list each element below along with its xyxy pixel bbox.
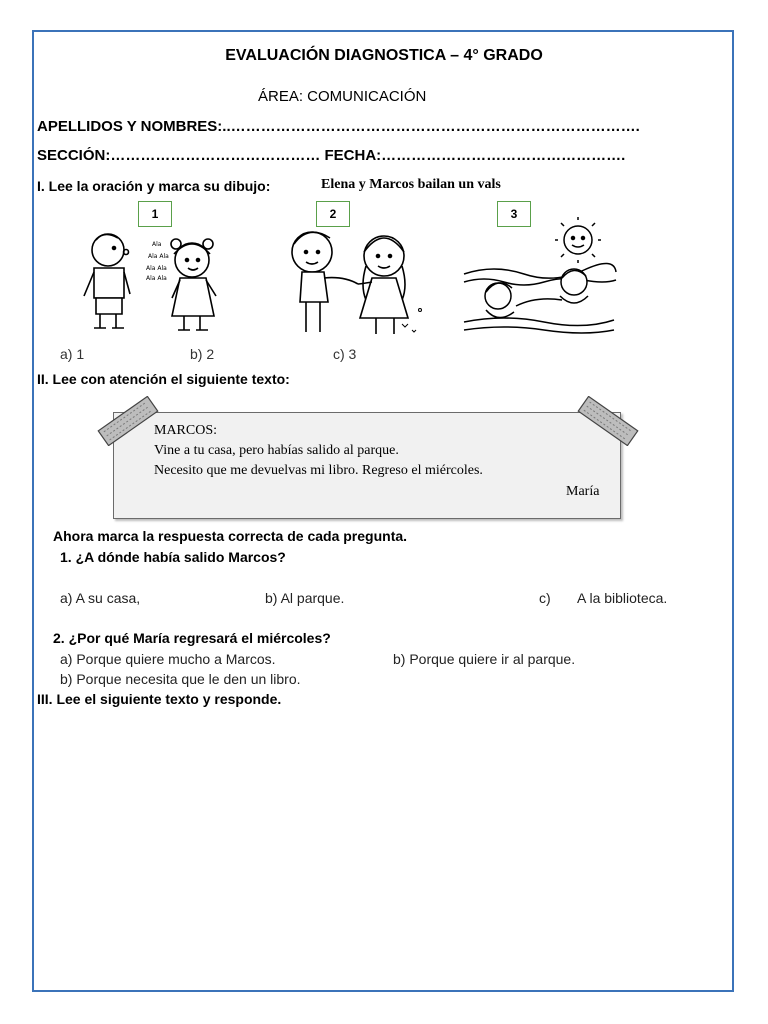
- picture-children-dancing[interactable]: [272, 222, 442, 342]
- picture-children-beach[interactable]: [460, 216, 618, 336]
- picture-boy-girl-talking[interactable]: [70, 228, 240, 338]
- section-date-line: SECCIÓN:…………………………………… FECHA:………………………………………….: [37, 147, 626, 164]
- question-2: 2. ¿Por qué María regresará el miércoles?: [53, 630, 331, 646]
- q1-option-a[interactable]: a) A su casa,: [60, 590, 141, 606]
- name-line: APELLIDOS Y NOMBRES:..……………………………………………………………………….: [37, 118, 640, 135]
- option-2[interactable]: b) 2: [190, 346, 215, 362]
- section3-heading: III. Lee el siguiente texto y responde.: [37, 691, 282, 707]
- bubble-text-1: Ala: [152, 241, 162, 248]
- q2-option-c[interactable]: b) Porque necesita que le den un libro.: [60, 671, 301, 687]
- questions-instruction: Ahora marca la respuesta correcta de cada pregunta.: [53, 528, 408, 544]
- bubble-text-4: Ala Ala: [146, 275, 167, 282]
- picture-number-box-1[interactable]: [138, 201, 172, 227]
- q2-option-b[interactable]: b) Porque quiere ir al parque.: [393, 651, 576, 667]
- question-1: 1. ¿A dónde había salido Marcos?: [60, 549, 286, 565]
- picture-number-3: 3: [510, 207, 518, 221]
- note-signature: María: [566, 484, 600, 499]
- q2-option-a[interactable]: a) Porque quiere mucho a Marcos.: [60, 651, 276, 667]
- page-title: EVALUACIÓN DIAGNOSTICA – 4° GRADO: [225, 47, 543, 64]
- q1-option-c[interactable]: A la biblioteca.: [577, 590, 668, 606]
- note-line-2: Necesito que me devuelvas mi libro. Regreso el miércoles.: [154, 463, 483, 478]
- tape-right-icon: [572, 396, 644, 446]
- section1-heading: I. Lee la oración y marca su dibujo:: [37, 178, 271, 194]
- message-note: [113, 412, 621, 519]
- bubble-text-3: Ala Ala: [146, 265, 167, 272]
- option-1[interactable]: a) 1: [60, 346, 85, 362]
- option-3[interactable]: c) 3: [333, 346, 357, 362]
- picture-number-1: 1: [151, 207, 159, 221]
- q1-option-b[interactable]: b) Al parque.: [265, 590, 345, 606]
- section2-heading: II. Lee con atención el siguiente texto:: [37, 371, 290, 387]
- picture-number-2: 2: [329, 207, 337, 221]
- bubble-text-2: Ala Ala: [148, 253, 169, 260]
- area-label: ÁREA: COMUNICACIÓN: [258, 88, 427, 105]
- tape-left-icon: [92, 396, 164, 446]
- section1-sentence: Elena y Marcos bailan un vals: [321, 177, 501, 192]
- note-line-1: Vine a tu casa, pero habías salido al parque.: [154, 443, 399, 458]
- q1-option-c-letter[interactable]: c): [539, 590, 551, 606]
- note-recipient: MARCOS:: [154, 423, 218, 438]
